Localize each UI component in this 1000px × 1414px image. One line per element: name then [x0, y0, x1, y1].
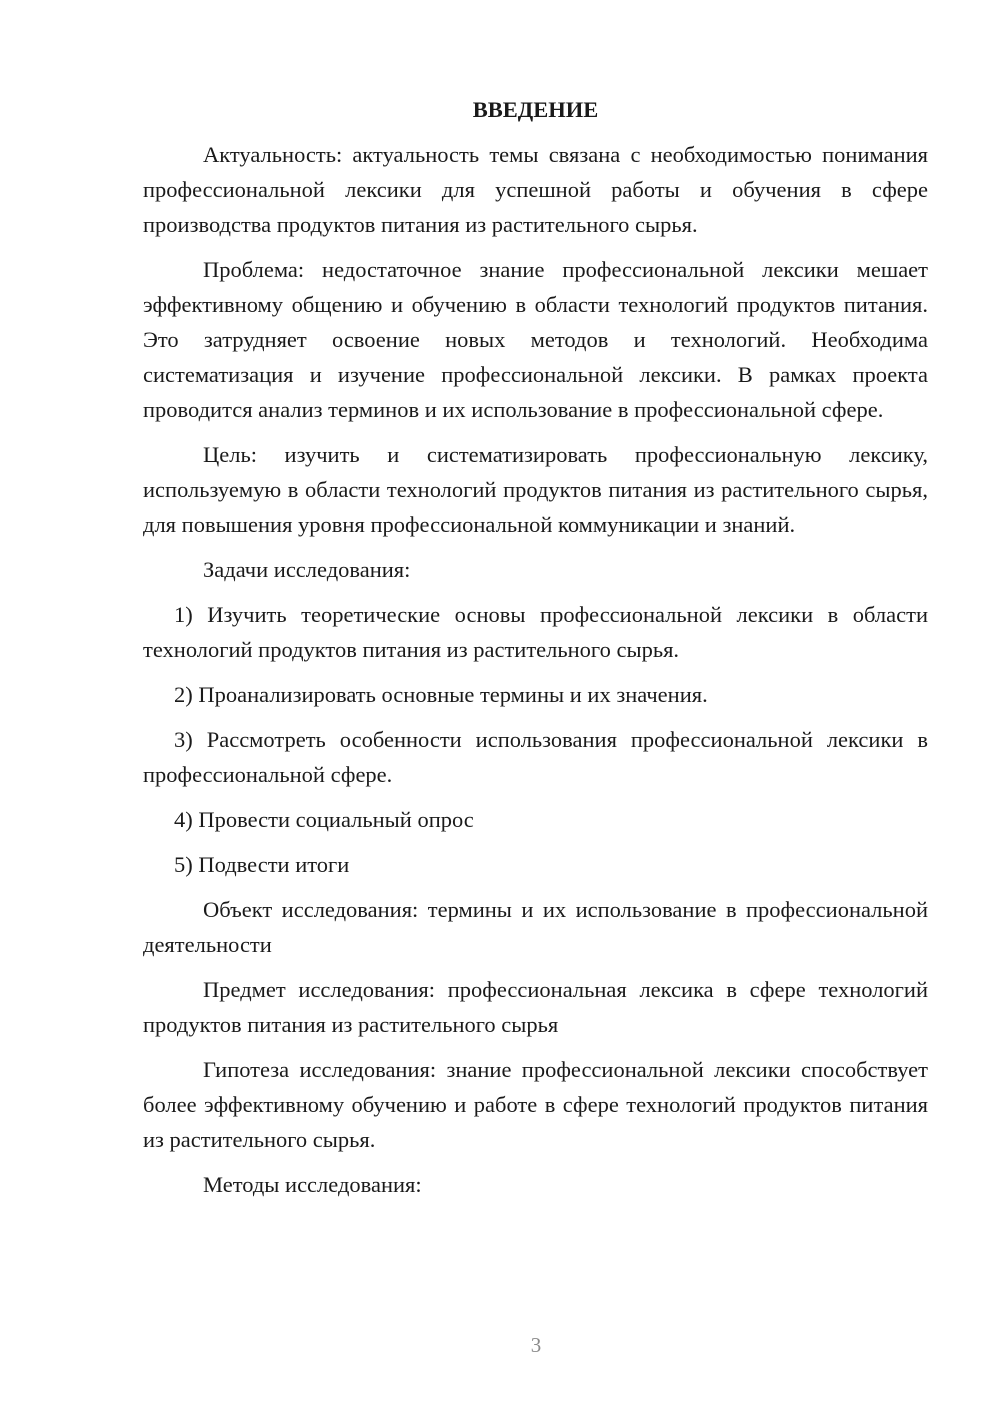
relevance-paragraph: Актуальность: актуальность темы связана с необходимостью понимания профессиональной лексики для успешной работы и обучения в сфере производства продуктов питания из растительного сырья.: [143, 142, 928, 237]
task-item-3: 3) Рассмотреть особенности использования профессиональной лексики в профессиональной сфере.: [143, 727, 928, 787]
section-title: ВВЕДЕНИЕ: [472, 97, 599, 122]
problem-paragraph: Проблема: недостаточное знание профессиональной лексики мешает эффективному общению и обучению в области технологий продуктов питания. Это затрудняет освоение новых методов и технологий. Необходима систематизация и изучение профессиональной лексики. В рамках проекта проводится анализ терминов и их использование в профессиональной сфере.: [143, 257, 928, 422]
tasks-heading: Задачи исследования:: [203, 557, 411, 582]
object-paragraph: Объект исследования: термины и их использование в профессиональной деятельности: [143, 897, 928, 957]
page-number: 3: [530, 1333, 542, 1357]
subject-paragraph: Предмет исследования: профессиональная лексика в сфере технологий продуктов питания из растительного сырья: [143, 977, 928, 1037]
hypothesis-paragraph: Гипотеза исследования: знание профессиональной лексики способствует более эффективному обучению и работе в сфере технологий продуктов питания из растительного сырья.: [143, 1057, 928, 1152]
methods-heading: Методы исследования:: [203, 1172, 422, 1197]
page-content: [143, 92, 928, 1212]
task-item-2: 2) Проанализировать основные термины и их значения.: [174, 682, 708, 707]
task-item-5: 5) Подвести итоги: [174, 852, 350, 877]
task-item-4: 4) Провести социальный опрос: [174, 807, 474, 832]
goal-paragraph: Цель: изучить и систематизировать профессиональную лексику, используемую в области технологий продуктов питания из растительного сырья, для повышения уровня профессиональной коммуникации и знаний.: [143, 442, 928, 537]
task-item-1: 1) Изучить теоретические основы профессиональной лексики в области технологий продуктов питания из растительного сырья.: [143, 602, 928, 662]
